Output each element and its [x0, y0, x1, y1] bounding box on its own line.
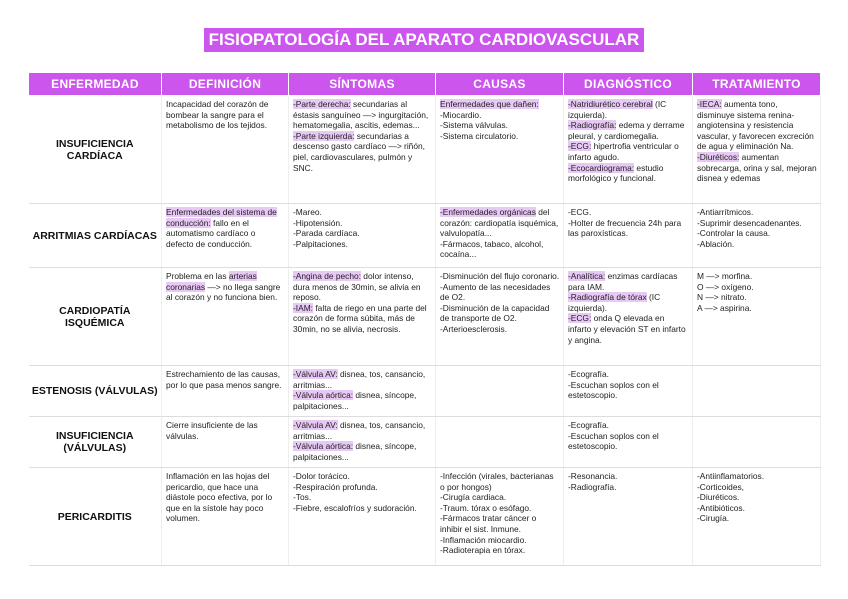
cell-text: del corazón: cardiopatía isquémica, valvulopatía... [440, 207, 559, 239]
definicion-cell [162, 96, 289, 204]
highlighted-term: -Natridiurético cerebral [568, 99, 653, 109]
cell-text: A —> aspirina. [697, 302, 752, 313]
tratamiento-cell [693, 96, 821, 204]
cell-text: secundarias a descenso gasto cardíaco —> riñón, piel, cardiovasculares, pulmón y SNC. [293, 130, 425, 173]
disease-cell: ESTENOSIS (VÁLVULAS) [29, 366, 162, 417]
cell-text: -Diuréticos. [697, 492, 740, 503]
cell-text: enzimas cardíacas para IAM. [568, 271, 678, 292]
cell-text: -Ecografía. [568, 420, 609, 430]
cell-text: -Arterioesclerosis. [440, 323, 508, 334]
cell-text: -Fármacos tratar cáncer o inhibir el sist. Inmune. [440, 513, 537, 534]
cell-text: edema y derrame pleural, y cardiomegalia. [568, 120, 685, 141]
cell-text: Inflamación en las hojas del pericardio, que hace una diástole poco efectiva, por lo que en la sístole hay poco volumen. [166, 471, 273, 524]
cell-text: -Corticoides, [697, 481, 745, 492]
cell-text: (IC izquierda). [568, 99, 667, 120]
header-tratamiento: TRATAMIENTO [693, 73, 821, 96]
diagnostico-cell [564, 417, 693, 468]
table-row [29, 96, 821, 204]
diagnostico-cell [564, 366, 693, 417]
highlighted-term: -ECG: [568, 313, 592, 324]
cell-text: hipertrofia ventricular o infarto agudo. [568, 141, 679, 162]
highlighted-term: Enfermedades del sistema de conducción: [166, 207, 277, 228]
cell-text: Problema en las [166, 271, 229, 281]
cell-text: -Respiración profunda. [293, 481, 378, 492]
definicion-cell [162, 204, 289, 268]
table-row [29, 417, 821, 468]
header-sintomas: SÍNTOMAS [289, 73, 436, 96]
disease-cell: CARDIOPATÍA ISQUÉMICA [29, 268, 162, 366]
cell-text: -Antiarrítmicos. [697, 207, 754, 217]
sintomas-cell [289, 417, 436, 468]
cell-text: -Miocardio. [440, 109, 482, 120]
highlighted-term: -IECA: [697, 99, 722, 109]
cell-text: -Hipotensión. [293, 217, 343, 228]
cell-text: -Antiinflamatorios. [697, 471, 765, 481]
cell-text: secundarias al éstasis sanguíneo —> ingurgitación, hematomegalia, ascitis, edemas... [293, 99, 429, 131]
sintomas-cell [289, 366, 436, 417]
cell-text: falta de riego en una parte del corazón de forma súbita, más de 30min, no se alivia, necrosis. [293, 302, 427, 334]
causas-cell [436, 268, 564, 366]
definicion-cell [162, 468, 289, 566]
cell-text: disnea, síncope, palpitaciones... [293, 390, 417, 411]
cell-text: -Controlar la causa. [697, 228, 771, 239]
diagnostico-cell [564, 96, 693, 204]
disease-cell: INSUFICIENCIA CARDÍACA [29, 96, 162, 204]
cell-text: -Fármacos, tabaco, alcohol, cocaína... [440, 238, 544, 260]
highlighted-term: Enfermedades que dañen: [440, 99, 539, 109]
cell-text: —> no llega sangre al corazón y no funciona bien. [166, 281, 281, 303]
causas-cell [436, 468, 564, 566]
cell-text: (IC izquierda). [568, 292, 661, 313]
cell-text: Cierre insuficiente de las válvulas. [166, 420, 258, 441]
highlighted-term: -Parte izquierda: [293, 130, 355, 141]
cell-text: aumentan sobrecarga, orina y sal, mejoran disnea y edemas [697, 151, 817, 184]
cell-text: -Radiografía. [568, 481, 617, 492]
cell-text: Estrechamiento de las causas, por lo que pasa menos sangre. [166, 369, 282, 390]
pathology-table [28, 72, 821, 566]
definicion-cell [162, 366, 289, 417]
cell-text: -Traum. tórax o esófago. [440, 502, 532, 513]
causas-cell [436, 366, 564, 417]
diagnostico-cell [564, 268, 693, 366]
cell-text: M —> morfina. [697, 271, 753, 281]
highlighted-term: -Enfermedades orgánicas [440, 207, 536, 217]
cell-text: -Parada cardíaca. [293, 228, 360, 239]
cell-text: Incapacidad del corazón de bombear la sangre para el metabolismo de los tejidos. [166, 99, 269, 131]
highlighted-term: -IAM: [293, 302, 314, 313]
header-diagnostico: DIAGNÓSTICO [564, 73, 693, 96]
cell-text: -Dolor torácico. [293, 471, 350, 481]
page-title: FISIOPATOLOGÍA DEL APARATO CARDIOVASCULAR [204, 28, 645, 52]
cell-text: -Antibióticos. [697, 502, 745, 513]
tratamiento-cell [693, 468, 821, 566]
highlighted-term: -Angina de pecho: [293, 271, 361, 281]
cell-text: -Disminución de la capacidad de transporte de O2. [440, 302, 550, 324]
header-enfermedad: ENFERMEDAD [29, 73, 162, 96]
sintomas-cell [289, 468, 436, 566]
highlighted-term: -Radiografía: [568, 120, 617, 131]
highlighted-term: -Válvula aórtica: [293, 441, 354, 452]
disease-cell: ARRITMIAS CARDÍACAS [29, 204, 162, 268]
definicion-cell [162, 268, 289, 366]
causas-cell [436, 417, 564, 468]
definicion-cell [162, 417, 289, 468]
cell-text: -Escuchan soplos con el estetoscopio. [568, 379, 659, 401]
cell-text: -Radioterapia en tórax. [440, 545, 526, 556]
cell-text: -Sistema circulatorio. [440, 130, 519, 141]
cell-text: -Escuchan soplos con el estetoscopio. [568, 430, 659, 452]
cell-text: -Holter de frecuencia 24h para las paroxísticas. [568, 217, 682, 239]
cell-text: -Inflamación miocardio. [440, 534, 527, 545]
sintomas-cell [289, 204, 436, 268]
table-header-row [29, 73, 821, 96]
highlighted-term: -Válvula AV: [293, 420, 338, 430]
cell-text: -Cirugía cardiaca. [440, 492, 507, 503]
cell-text: onda Q elevada en infarto y elevación ST en infarto y angina. [568, 313, 686, 345]
cell-text: -Suprimir desencadenantes. [697, 217, 802, 228]
cell-text: -Tos. [293, 492, 312, 503]
cell-text: -Infección (virales, bacterianas o por hongos) [440, 471, 554, 492]
cell-text: -ECG. [568, 207, 592, 217]
cell-text: -Cirugía. [697, 513, 730, 524]
highlighted-term: -Válvula AV: [293, 369, 338, 379]
cell-text: -Mareo. [293, 207, 322, 217]
cell-text: -Sistema válvulas. [440, 120, 508, 131]
tratamiento-cell [693, 268, 821, 366]
sintomas-cell [289, 268, 436, 366]
cell-text: -Ecografía. [568, 369, 609, 379]
cell-text: -Disminución del flujo coronario. [440, 271, 560, 281]
cell-text: -Palpitaciones. [293, 238, 348, 249]
causas-cell [436, 204, 564, 268]
highlighted-term: arterias coronarias [166, 271, 257, 292]
cell-text: aumenta tono, disminuye sistema renina-angiotensina y resistencia vascular, y favorecen excreción de agua y eliminación Na. [697, 99, 814, 152]
tratamiento-cell [693, 417, 821, 468]
cell-text: -Fiebre, escalofríos y sudoración. [293, 502, 417, 513]
cell-text: -Ablación. [697, 238, 735, 249]
highlighted-term: -ECG: [568, 141, 592, 152]
sintomas-cell [289, 96, 436, 204]
cell-text: fallo en el automatismo cardíaco o defecto de conducción. [166, 217, 256, 249]
highlighted-term: -Ecocardiograma: [568, 162, 635, 173]
table-row [29, 366, 821, 417]
table-row [29, 468, 821, 566]
header-causas: CAUSAS [436, 73, 564, 96]
cell-text: -Aumento de las necesidades de O2. [440, 281, 551, 303]
highlighted-term: -Radiografía de tórax [568, 292, 647, 303]
causas-cell [436, 96, 564, 204]
cell-text: dolor intenso, dura menos de 30min, se alivia en reposo. [293, 271, 421, 303]
highlighted-term: -Parte derecha: [293, 99, 351, 109]
cell-text: disnea, síncope, palpitaciones... [293, 441, 417, 462]
cell-text: disnea, tos, cansancio, arritmias... [293, 369, 426, 390]
cell-text: disnea, tos, cansancio, arritmias... [293, 420, 426, 441]
tratamiento-cell [693, 204, 821, 268]
disease-cell: INSUFICIENCIA (VÁLVULAS) [29, 417, 162, 468]
cell-text: -Resonancia. [568, 471, 618, 481]
highlighted-term: -Válvula aórtica: [293, 390, 354, 401]
table-row [29, 268, 821, 366]
diagnostico-cell [564, 204, 693, 268]
highlighted-term: -Analítica: [568, 271, 606, 281]
disease-cell: PERICARDITIS [29, 468, 162, 566]
highlighted-term: -Diuréticos: [697, 151, 740, 162]
header-definicion: DEFINICIÓN [162, 73, 289, 96]
cell-text: N —> nitrato. [697, 292, 747, 303]
diagnostico-cell [564, 468, 693, 566]
cell-text: estudio morfológico y funcional. [568, 162, 664, 184]
cell-text: O —> oxígeno. [697, 281, 754, 292]
tratamiento-cell [693, 366, 821, 417]
table-row [29, 204, 821, 268]
